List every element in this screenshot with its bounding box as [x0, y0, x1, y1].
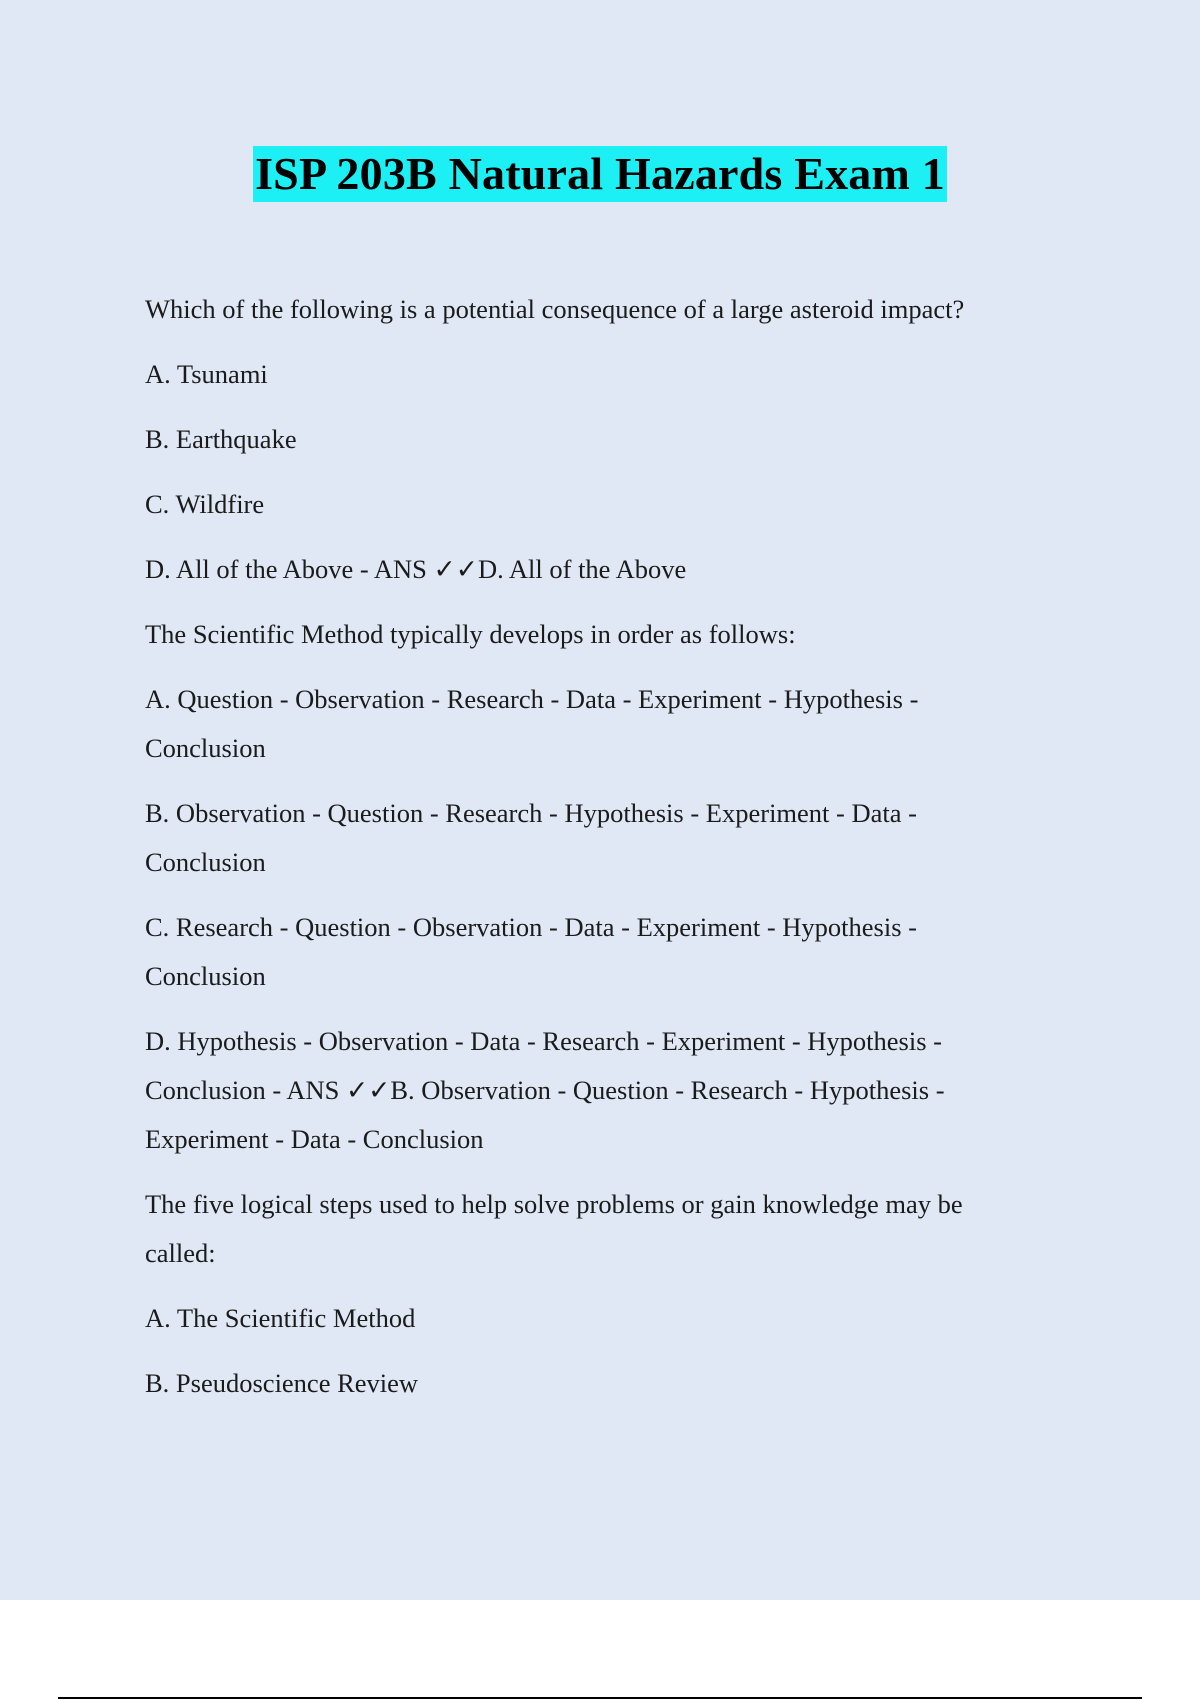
question-3-text: The five logical steps used to help solve problems or gain knowledge may be called:: [145, 1189, 963, 1268]
question-list: [145, 285, 1035, 1424]
question-2-option-c: C. Research - Question - Observation - Data - Experiment - Hypothesis - Conclusion: [145, 912, 917, 991]
question-1-option-d-answer: D. All of the Above - ANS ✓✓D. All of the Above: [145, 554, 687, 584]
question-2-option-a: A. Question - Observation - Research - Data - Experiment - Hypothesis - Conclusion: [145, 684, 919, 763]
question-3-option-a: A. The Scientific Method: [145, 1303, 416, 1333]
question-1-option-b: B. Earthquake: [145, 424, 297, 454]
title-block: [0, 146, 1200, 202]
question-1-option-c: C. Wildfire: [145, 489, 265, 519]
question-2-text: The Scientific Method typically develops in order as follows:: [145, 619, 796, 649]
document-title: ISP 203B Natural Hazards Exam 1: [253, 146, 947, 202]
footer-divider: [58, 1697, 1142, 1699]
question-1-option-a: A. Tsunami: [145, 359, 268, 389]
question-2-option-b: B. Observation - Question - Research - Hypothesis - Experiment - Data - Conclusion: [145, 798, 917, 877]
question-1-text: Which of the following is a potential consequence of a large asteroid impact?: [145, 294, 965, 324]
question-3-option-b: B. Pseudoscience Review: [145, 1368, 419, 1398]
question-2-option-d-answer: D. Hypothesis - Observation - Data - Research - Experiment - Hypothesis - Conclusion - ANS ✓✓B. Observation - Question - Research - Hypothesis - Experiment - Data - Conclusion: [145, 1026, 945, 1154]
